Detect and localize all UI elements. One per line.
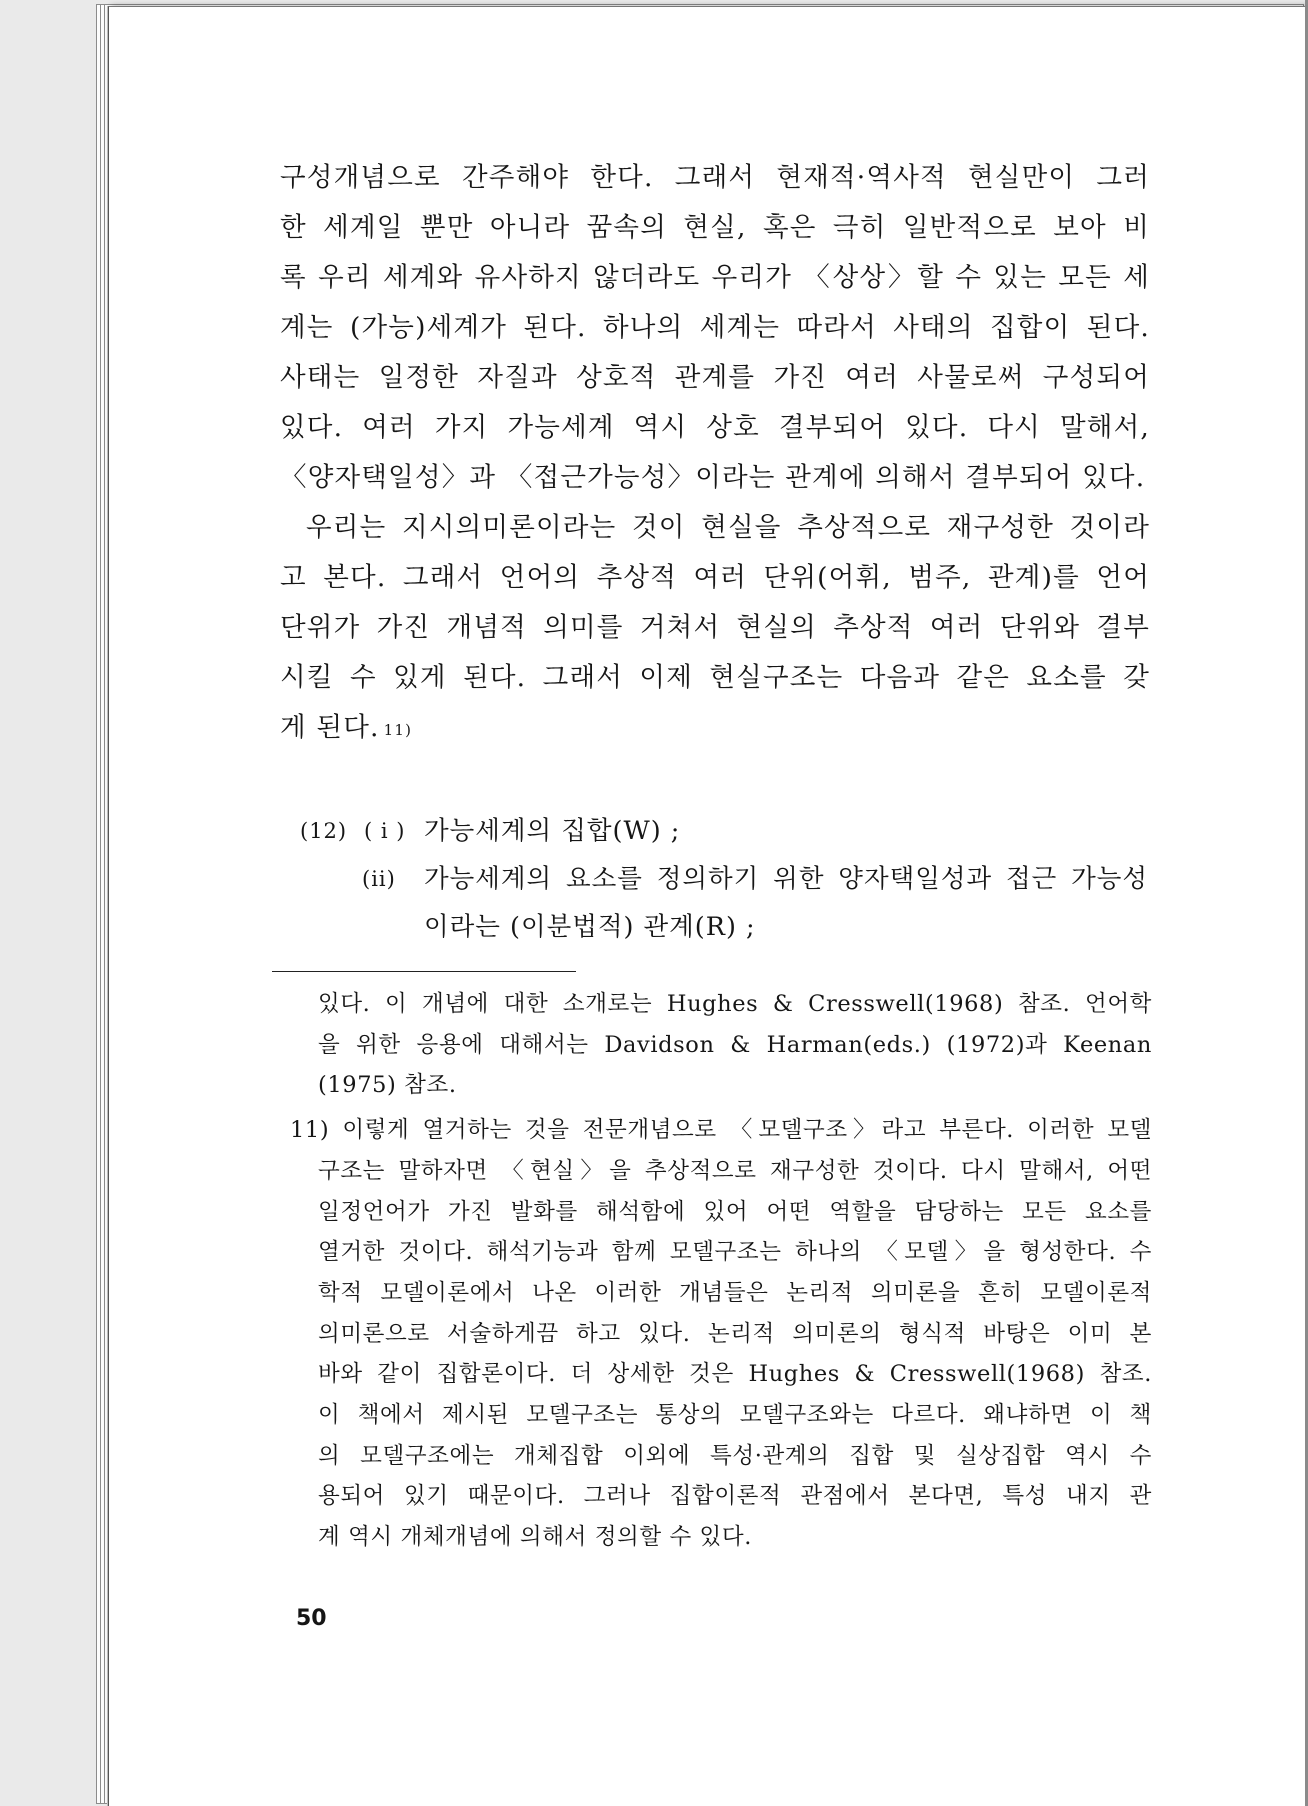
footnote-11 xyxy=(290,1110,1152,1558)
footnote-line: 계 역시 개체개념에 의해서 정의할 수 있다. xyxy=(318,1524,752,1551)
example-row xyxy=(300,903,1150,951)
text-line-content: 게 된다. xyxy=(280,712,380,743)
example-number: (12) xyxy=(300,819,348,843)
text-line: 시킬 수 있게 된다. 그래서 이제 현실구조는 다음과 같은 요소를 갖 xyxy=(280,662,1150,693)
footnote-line: (1975) 참조. xyxy=(318,1072,457,1099)
footnote-line: 의미론으로 서술하게끔 하고 있다. 논리적 의미론의 형식적 바탕은 이미 본 xyxy=(318,1320,1152,1347)
footnote-line: 학적 모델이론에서 나온 이러한 개념들은 논리적 의미론을 흔히 모델이론적 xyxy=(318,1279,1152,1306)
body-text xyxy=(280,153,1150,753)
text-line: 사태는 일정한 자질과 상호적 관계를 가진 여러 사물로써 구성되어 xyxy=(280,362,1150,393)
text-line: 계는 (가능)세계가 된다. 하나의 세계는 따라서 사태의 집합이 된다. xyxy=(280,312,1150,343)
example-item-text: 이라는 (이분법적) 관계(R) ; xyxy=(424,912,756,942)
footnote-line: 바와 같이 집합론이다. 더 상세한 것은 Hughes & Cresswell(1968) 참조. xyxy=(318,1361,1152,1388)
paragraph xyxy=(280,503,1150,753)
text-line: 단위가 가진 개념적 의미를 거쳐서 현실의 추상적 여러 단위와 결부 xyxy=(280,612,1150,643)
page-number: 50 xyxy=(296,1606,327,1631)
text-line: 우리는 지시의미론이라는 것이 현실을 추상적으로 재구성한 것이라 xyxy=(306,512,1150,543)
footnote-continued xyxy=(290,984,1152,1106)
example-item-label: ( i ) xyxy=(364,819,406,843)
footnote-rule xyxy=(272,971,576,972)
example-item-text: 가능세계의 집합(W) ; xyxy=(424,816,681,846)
example-row xyxy=(300,807,1150,855)
text-line: 한 세계일 뿐만 아니라 꿈속의 현실, 혹은 극히 일반적으로 보아 비 xyxy=(280,212,1150,243)
example-row xyxy=(300,855,1150,903)
footnote-line: 이 책에서 제시된 모델구조는 통상의 모델구조와는 다르다. 왜냐하면 이 책 xyxy=(318,1402,1152,1429)
text-line xyxy=(280,703,1150,753)
footnotes xyxy=(290,980,1152,1558)
text-line: 고 본다. 그래서 언어의 추상적 여러 단위(어휘, 범주, 관계)를 언어 xyxy=(280,562,1150,593)
footnote-line: 의 모델구조에는 개체집합 이외에 특성·관계의 집합 및 실상집합 역시 수 xyxy=(318,1442,1152,1469)
text-line: 구성개념으로 간주해야 한다. 그래서 현재적·역사적 현실만이 그러 xyxy=(280,162,1150,193)
footnote-line: 용되어 있기 때문이다. 그러나 집합이론적 관점에서 본다면, 특성 내지 관 xyxy=(318,1483,1152,1510)
example-item-text: 가능세계의 요소를 정의하기 위한 양자택일성과 접근 가능성 xyxy=(424,864,1148,894)
text-line: 있다. 여러 가지 가능세계 역시 상호 결부되어 있다. 다시 말해서, xyxy=(280,412,1150,443)
text-line: 록 우리 세계와 유사하지 않더라도 우리가 〈상상〉할 수 있는 모든 세 xyxy=(280,262,1150,293)
footnote-reference: 11) xyxy=(383,721,413,739)
footnote-line: 있다. 이 개념에 대한 소개로는 Hughes & Cresswell(1968) 참조. 언어학 xyxy=(318,991,1152,1017)
footnote-line: 열거한 것이다. 해석기능과 함께 모델구조는 하나의 〈모델〉을 형성한다. 수 xyxy=(318,1239,1152,1266)
footnote-line: 일정언어가 가진 발화를 해석함에 있어 어떤 역할을 담당하는 모든 요소를 xyxy=(318,1198,1152,1225)
example-item-label: (ii) xyxy=(362,867,396,891)
text-line: 〈양자택일성〉과 〈접근가능성〉이라는 관계에 의해서 결부되어 있다. xyxy=(280,462,1146,493)
example-12 xyxy=(300,807,1150,951)
footnote-line: 11) 이렇게 열거하는 것을 전문개념으로 〈모델구조〉라고 부른다. 이러한 모델 xyxy=(290,1117,1152,1144)
paragraph xyxy=(280,153,1150,503)
footnote-line: 구조는 말하자면 〈현실〉을 추상적으로 재구성한 것이다. 다시 말해서, 어떤 xyxy=(318,1157,1152,1184)
footnote-line: 을 위한 응용에 대해서는 Davidson & Harman(eds.) (1972)과 Keenan xyxy=(318,1031,1152,1058)
